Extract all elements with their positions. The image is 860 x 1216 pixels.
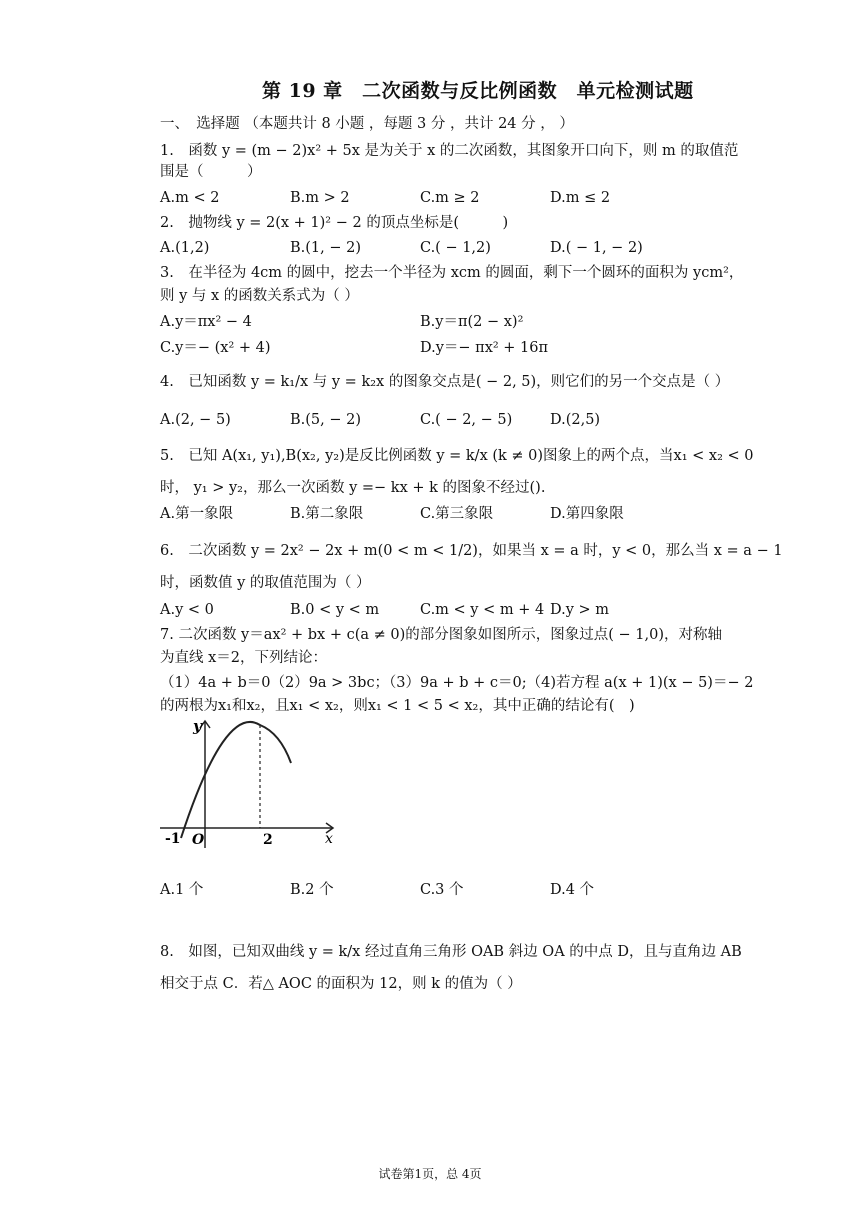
page-title: 第 19 章 二次函数与反比例函数 单元检测试题	[262, 80, 694, 102]
q7-option-a: A.1 个	[160, 882, 204, 898]
q4-option-a: A.(2, − 5)	[160, 412, 231, 428]
parabola-curve	[181, 722, 291, 838]
neg-one-label: -1	[165, 831, 181, 847]
q2-option-d: D.( − 1, − 2)	[550, 240, 643, 256]
two-label: 2	[263, 832, 273, 848]
q3-line-1: 3. 在半径为 4cm 的圆中，挖去一个半径为 xcm 的圆面，剩下一个圆环的面积为 ycm²，	[160, 265, 744, 281]
y-axis-label: y	[193, 717, 202, 735]
q5-option-b: B.第二象限	[290, 506, 364, 522]
section-heading: 一、 选择题 （本题共计 8 小题 ，每题 3 分 ，共计 24 分 ， ）	[160, 116, 574, 132]
q1-line-2: 围是（ ）	[160, 164, 262, 180]
q5-option-c: C.第三象限	[420, 506, 494, 522]
q5-line-1: 5. 已知 A(x₁, y₁),B(x₂, y₂)是反比例函数 y = k/x (k ≠ 0)图象上的两个点，当x₁ < x₂ < 0	[160, 448, 754, 464]
q3-line-2: 则 y 与 x 的函数关系式为（ ）	[160, 288, 359, 304]
q2-option-a: A.(1,2)	[160, 240, 210, 256]
x-axis-label: x	[325, 831, 333, 847]
q1-option-a: A.m < 2	[160, 190, 220, 206]
q6-option-c: C.m < y < m + 4	[420, 602, 545, 618]
q5-option-a: A.第一象限	[160, 506, 234, 522]
q1-option-b: B.m > 2	[290, 190, 350, 206]
q6-line-1: 6. 二次函数 y = 2x² − 2x + m(0 < m < 1/2)，如果当 x = a 时，y < 0，那么当 x = a − 1	[160, 543, 783, 559]
q5-line-2: 时， y₁ > y₂，那么一次函数 y =− kx + k 的图象不经过().	[160, 480, 546, 496]
q7-line-4: 的两根为x₁和x₂，且x₁ < x₂，则x₁ < 1 < 5 < x₂，其中正确的结论有( )	[160, 698, 635, 714]
q6-option-b: B.0 < y < m	[290, 602, 380, 618]
q4-option-d: D.(2,5)	[550, 412, 601, 428]
q2-line-1: 2. 抛物线 y = 2(x + 1)² − 2 的顶点坐标是( )	[160, 215, 509, 231]
page-footer: 试卷第1页，总 4页	[378, 1167, 482, 1181]
q4-line-1: 4. 已知函数 y = k₁/x 与 y = k₂x 的图象交点是( − 2, 5)，则它们的另一个交点是（ ）	[160, 374, 730, 390]
q8-line-2: 相交于点 C．若△ AOC 的面积为 12，则 k 的值为（ ）	[160, 976, 522, 992]
q6-line-2: 时，函数值 y 的取值范围为（ ）	[160, 575, 371, 591]
q3-option-c: C.y＝− (x² + 4)	[160, 340, 271, 356]
q7-option-c: C.3 个	[420, 882, 464, 898]
q8-line-1: 8. 如图，已知双曲线 y = k/x 经过直角三角形 OAB 斜边 OA 的中点 D，且与直角边 AB	[160, 944, 742, 960]
q1-option-d: D.m ≤ 2	[550, 190, 611, 206]
q6-option-d: D.y > m	[550, 602, 610, 618]
q4-option-c: C.( − 2, − 5)	[420, 412, 513, 428]
parabola-figure	[155, 713, 345, 853]
q4-option-b: B.(5, − 2)	[290, 412, 362, 428]
q3-option-b: B.y＝π(2 − x)²	[420, 314, 524, 330]
q7-line-1: 7. 二次函数 y＝ax² + bx + c(a ≠ 0)的部分图象如图所示，图象过点( − 1,0)，对称轴	[160, 627, 722, 643]
q1-line-1: 1. 函数 y = (m − 2)x² + 5x 是为关于 x 的二次函数，其图象开口向下，则 m 的取值范	[160, 143, 739, 159]
q2-option-b: B.(1, − 2)	[290, 240, 362, 256]
q7-option-b: B.2 个	[290, 882, 334, 898]
q7-line-3: （1）4a + b＝0（2）9a > 3bc；（3）9a + b + c＝0;（4)若方程 a(x + 1)(x − 5)＝− 2	[160, 675, 754, 691]
q1-option-c: C.m ≥ 2	[420, 190, 480, 206]
q2-option-c: C.( − 1,2)	[420, 240, 491, 256]
q7-option-d: D.4 个	[550, 882, 595, 898]
q3-option-a: A.y＝πx² − 4	[160, 314, 252, 330]
q3-option-d: D.y＝− πx² + 16π	[420, 340, 549, 356]
origin-label: O	[192, 832, 205, 848]
q6-option-a: A.y < 0	[160, 602, 214, 618]
q7-line-2: 为直线 x＝2，下列结论：	[160, 650, 328, 666]
q5-option-d: D.第四象限	[550, 506, 624, 522]
